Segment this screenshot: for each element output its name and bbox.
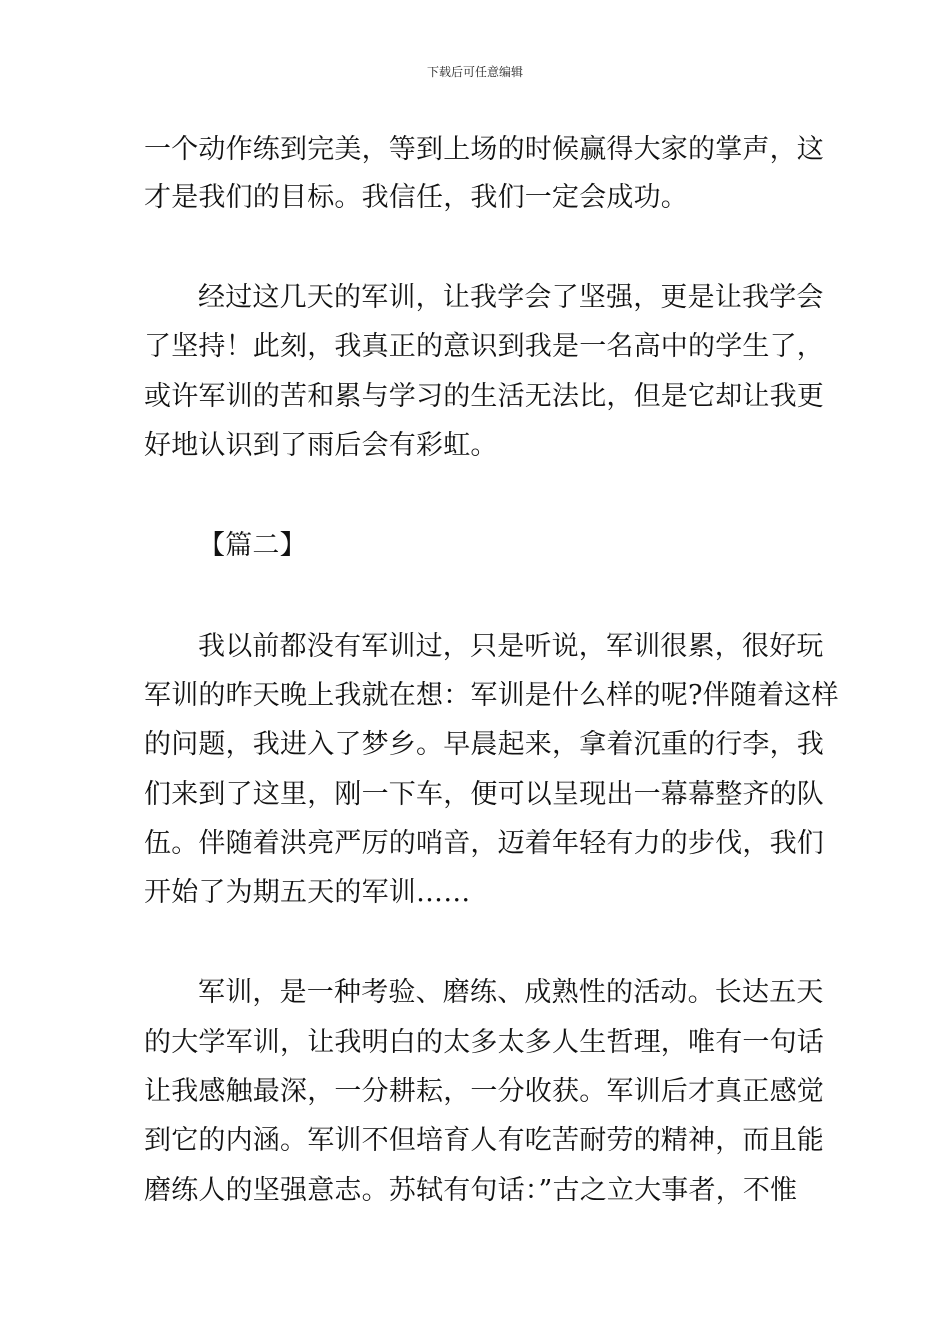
text-line: 经过这几天的军训，让我学会了坚强，更是让我学会 <box>198 282 824 313</box>
text-line: 一个动作练到完美，等到上场的时候赢得大家的掌声，这 <box>144 134 824 165</box>
text-line: 或许军训的苦和累与学习的生活无法比，但是它却让我更 <box>144 381 824 412</box>
text-line: 我以前都没有军训过，只是听说，军训很累，很好玩 <box>198 631 824 662</box>
page-header: 下载后可任意编辑 <box>426 65 523 79</box>
text-line: 到它的内涵。军训不但培育人有吃苦耐劳的精神，而且能 <box>144 1125 824 1156</box>
text-line: 军训的昨天晚上我就在想：军训是什么样的呢?伴随着这样 <box>144 680 839 711</box>
text-line: 了坚持！此刻，我真正的意识到我是一名高中的学生了， <box>144 331 824 362</box>
text-line: 的大学军训，让我明白的太多太多人生哲理，唯有一句话 <box>144 1027 824 1058</box>
text-line: 开始了为期五天的军训…… <box>144 877 471 908</box>
text-line: 才是我们的目标。我信任，我们一定会成功。 <box>144 182 688 213</box>
text-line: 军训，是一种考验、磨练、成熟性的活动。长达五天 <box>198 977 824 1008</box>
text-line: 的问题，我进入了梦乡。早晨起来，拿着沉重的行李，我 <box>144 729 824 760</box>
text-line: 让我感触最深，一分耕耘，一分收获。军训后才真正感觉 <box>144 1076 824 1107</box>
text-line: 们来到了这里，刚一下车，便可以呈现出一幕幕整齐的队 <box>144 779 824 810</box>
section-heading: 【篇二】 <box>198 530 307 561</box>
text-line: 磨练人的坚强意志。苏轼有句话：”古之立大事者，不惟 <box>144 1175 798 1206</box>
text-line: 伍。伴随着洪亮严厉的哨音，迈着年轻有力的步伐，我们 <box>144 828 824 859</box>
text-line: 好地认识到了雨后会有彩虹。 <box>144 430 498 461</box>
